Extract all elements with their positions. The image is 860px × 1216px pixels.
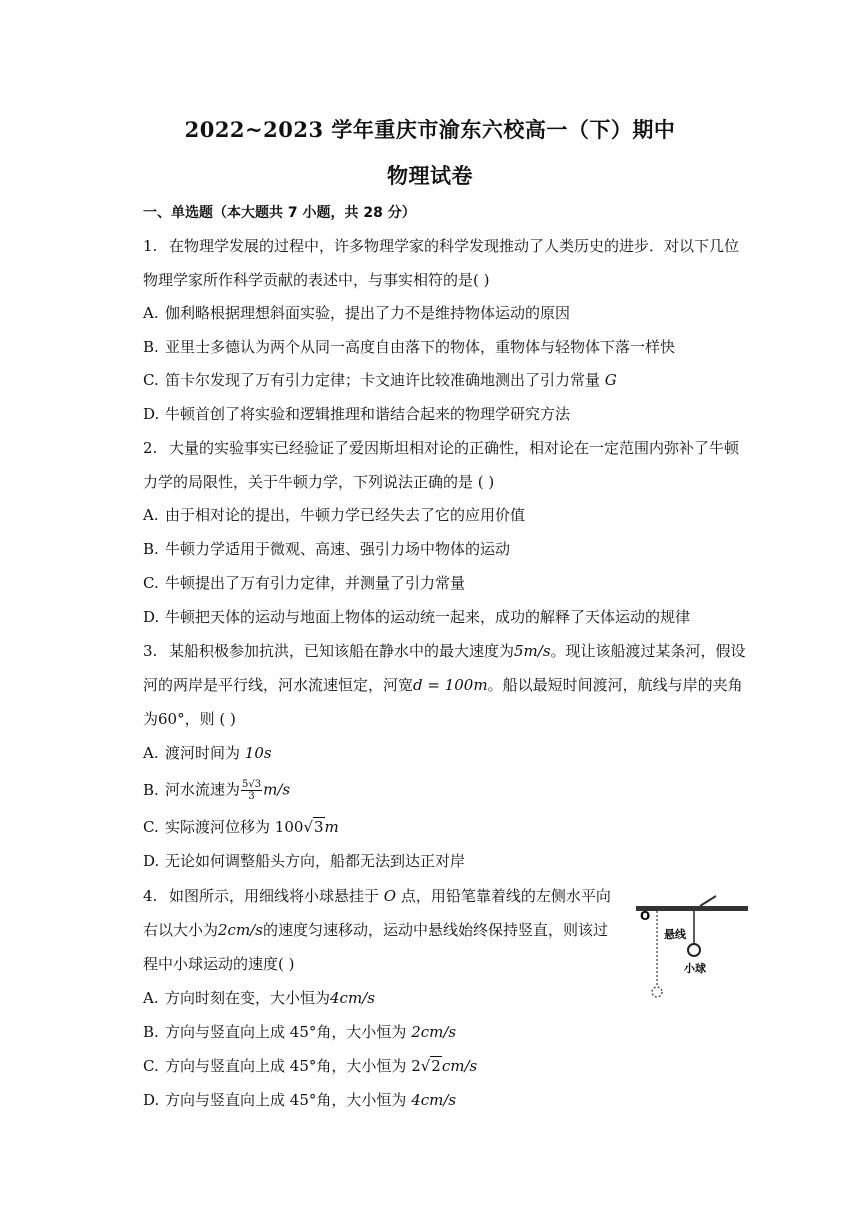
q2-option-a xyxy=(143,505,525,525)
q3-stem-line2 xyxy=(143,675,743,695)
option-label: D. xyxy=(143,852,160,870)
option-label: D. xyxy=(143,608,160,626)
q1-option-c xyxy=(143,370,617,390)
ball-label: 小球 xyxy=(684,962,706,975)
option-text: 角，大小恒为 xyxy=(316,1091,407,1109)
pendulum-figure xyxy=(636,890,750,1002)
option-text: 牛顿把天体的运动与地面上物体的运动统一起来，成功的解释了天体运动的规律 xyxy=(165,608,691,626)
q3-text: 河的两岸是平行线，河水流速恒定，河宽 xyxy=(143,676,414,694)
q3-option-a xyxy=(143,743,272,763)
q4-text: 的速度匀速移动，运动中悬线始终保持竖直，则该过 xyxy=(262,921,608,939)
q4-option-c xyxy=(143,1056,477,1076)
q2-option-d xyxy=(143,607,690,627)
q4-text: 右以大小为 xyxy=(143,921,219,939)
fraction xyxy=(241,779,262,802)
math-var: O xyxy=(383,887,397,905)
sqrt-symbol: √ xyxy=(303,818,313,836)
math-expr: 5m/s xyxy=(514,642,551,660)
math-expr: d = 100m xyxy=(413,676,488,694)
option-label: B. xyxy=(143,780,159,799)
q3-text: 。现让该船渡过某条河，假设 xyxy=(550,642,746,660)
option-label: C. xyxy=(143,818,159,836)
q3-text: 为 xyxy=(143,710,159,728)
q1-stem-line2: 物理学家所作科学贡献的表述中，与事实相符的是( ) xyxy=(143,271,490,289)
option-text: 渡河时间为 xyxy=(165,744,241,762)
exam-subtitle: 物理试卷 xyxy=(387,163,473,188)
math-expr: 45° xyxy=(289,1057,317,1075)
q3-number: 3. xyxy=(143,642,158,660)
q3-stem-line1 xyxy=(143,641,746,661)
q4-text: 如图所示，用细线将小球悬挂于 xyxy=(169,887,380,905)
q3-text: 。船以最短时间渡河，航线与岸的夹角 xyxy=(487,676,743,694)
q4-stem-line2 xyxy=(143,920,608,940)
ball-icon xyxy=(688,944,700,956)
option-text: 无论如何调整船头方向，船都无法到达正对岸 xyxy=(165,852,466,870)
option-label: B. xyxy=(143,540,159,558)
q4-option-a xyxy=(143,988,375,1008)
option-label: D. xyxy=(143,405,160,423)
option-text: 方向与竖直向上成 xyxy=(165,1091,286,1109)
option-text: 亚里士多德认为两个从同一高度自由落下的物体，重物体与轻物体下落一样快 xyxy=(165,338,676,356)
q2-option-b xyxy=(143,539,510,559)
thread-label: 悬线 xyxy=(664,928,686,941)
sqrt-symbol: √ xyxy=(420,1057,431,1075)
fraction-numerator: 5√3 xyxy=(242,779,262,790)
option-text: 角，大小恒为 xyxy=(316,1023,407,1041)
q3-text: 某船积极参加抗洪，已知该船在静水中的最大速度为 xyxy=(169,642,515,660)
math-expr: 2cm/s xyxy=(218,921,263,939)
math-expr: m xyxy=(324,818,339,836)
option-label: D. xyxy=(143,1091,160,1109)
q4-option-b xyxy=(143,1022,456,1042)
q4-option-d xyxy=(143,1090,456,1110)
q4-number: 4. xyxy=(143,887,158,905)
q2-text-1: 大量的实验事实已经验证了爱因斯坦相对论的正确性，相对论在一定范围内弥补了牛顿 xyxy=(169,439,740,457)
math-expr: 4cm/s xyxy=(411,1091,457,1109)
q2-stem-line1 xyxy=(143,438,739,458)
math-var: G xyxy=(604,371,617,389)
q1-option-a xyxy=(143,303,570,323)
option-text: 牛顿提出了万有引力定律，并测量了引力常量 xyxy=(165,574,466,592)
option-label: A. xyxy=(143,304,159,322)
option-text: 笛卡尔发现了万有引力定律；卡文迪许比较准确地测出了引力常量 xyxy=(165,371,601,389)
sqrt-radicand: 3 xyxy=(314,818,324,836)
q2-option-c xyxy=(143,573,465,593)
math-expr: 2 xyxy=(411,1057,421,1075)
q1-option-d xyxy=(143,404,570,424)
exam-title: 2022~2023 学年重庆市渝东六校高一（下）期中 xyxy=(184,117,676,142)
option-text: 方向时刻在变，大小恒为 xyxy=(165,989,331,1007)
q1-text-1: 在物理学发展的过程中，许多物理学家的科学发现推动了人类历史的进步．对以下几位 xyxy=(169,237,740,255)
math-expr: 100 xyxy=(274,818,304,836)
q4-stem-line3: 程中小球运动的速度( ) xyxy=(143,955,295,973)
option-text: 角，大小恒为 xyxy=(316,1057,407,1075)
sqrt-radicand: 2 xyxy=(431,1057,441,1075)
math-expr: cm/s xyxy=(441,1057,478,1075)
section-heading: 一、单选题（本大题共 7 小题，共 28 分） xyxy=(143,205,416,221)
fraction-denominator: 3 xyxy=(248,791,255,802)
math-expr: m/s xyxy=(263,780,291,799)
point-o-label: O xyxy=(640,909,651,923)
q1-number: 1. xyxy=(143,237,158,255)
option-label: C. xyxy=(143,1057,159,1075)
option-text: 河水流速为 xyxy=(165,780,241,799)
math-expr: 60° xyxy=(158,710,185,728)
option-text: 由于相对论的提出，牛顿力学已经失去了它的应用价值 xyxy=(165,506,526,524)
pencil-icon xyxy=(700,896,716,906)
option-text: 实际渡河位移为 xyxy=(165,818,271,836)
option-text: 伽利略根据理想斜面实验，提出了力不是维持物体运动的原因 xyxy=(165,304,571,322)
q3-stem-line3 xyxy=(143,709,236,729)
initial-ball-icon xyxy=(652,987,662,997)
option-text: 牛顿力学适用于微观、高速、强引力场中物体的运动 xyxy=(165,540,511,558)
q2-stem-line2: 力学的局限性，关于牛顿力学，下列说法正确的是 ( ) xyxy=(143,473,495,491)
option-label: B. xyxy=(143,338,159,356)
option-label: C. xyxy=(143,371,159,389)
option-label: A. xyxy=(143,506,159,524)
option-label: A. xyxy=(143,989,159,1007)
option-text: 方向与竖直向上成 xyxy=(165,1057,286,1075)
math-expr: 45° xyxy=(289,1091,317,1109)
math-expr: 10s xyxy=(244,744,272,762)
ceiling-bar xyxy=(636,906,748,911)
option-label: C. xyxy=(143,574,159,592)
q3-option-d xyxy=(143,851,465,871)
q3-option-c xyxy=(143,817,339,837)
option-label: A. xyxy=(143,744,159,762)
option-text: 方向与竖直向上成 xyxy=(165,1023,286,1041)
q3-text: ，则 ( ) xyxy=(184,710,236,728)
math-expr: 2cm/s xyxy=(411,1023,457,1041)
option-label: B. xyxy=(143,1023,159,1041)
q4-stem-line1 xyxy=(143,886,611,906)
q2-number: 2. xyxy=(143,439,158,457)
q1-stem-line1 xyxy=(143,236,739,256)
math-expr: 4cm/s xyxy=(330,989,375,1007)
option-text: 牛顿首创了将实验和逻辑推理和谐结合起来的物理学研究方法 xyxy=(165,405,571,423)
q4-text: 点，用铅笔靠着线的左侧水平向 xyxy=(400,887,611,905)
math-expr: 45° xyxy=(289,1023,317,1041)
q3-option-b xyxy=(143,779,290,802)
q1-option-b xyxy=(143,337,675,357)
